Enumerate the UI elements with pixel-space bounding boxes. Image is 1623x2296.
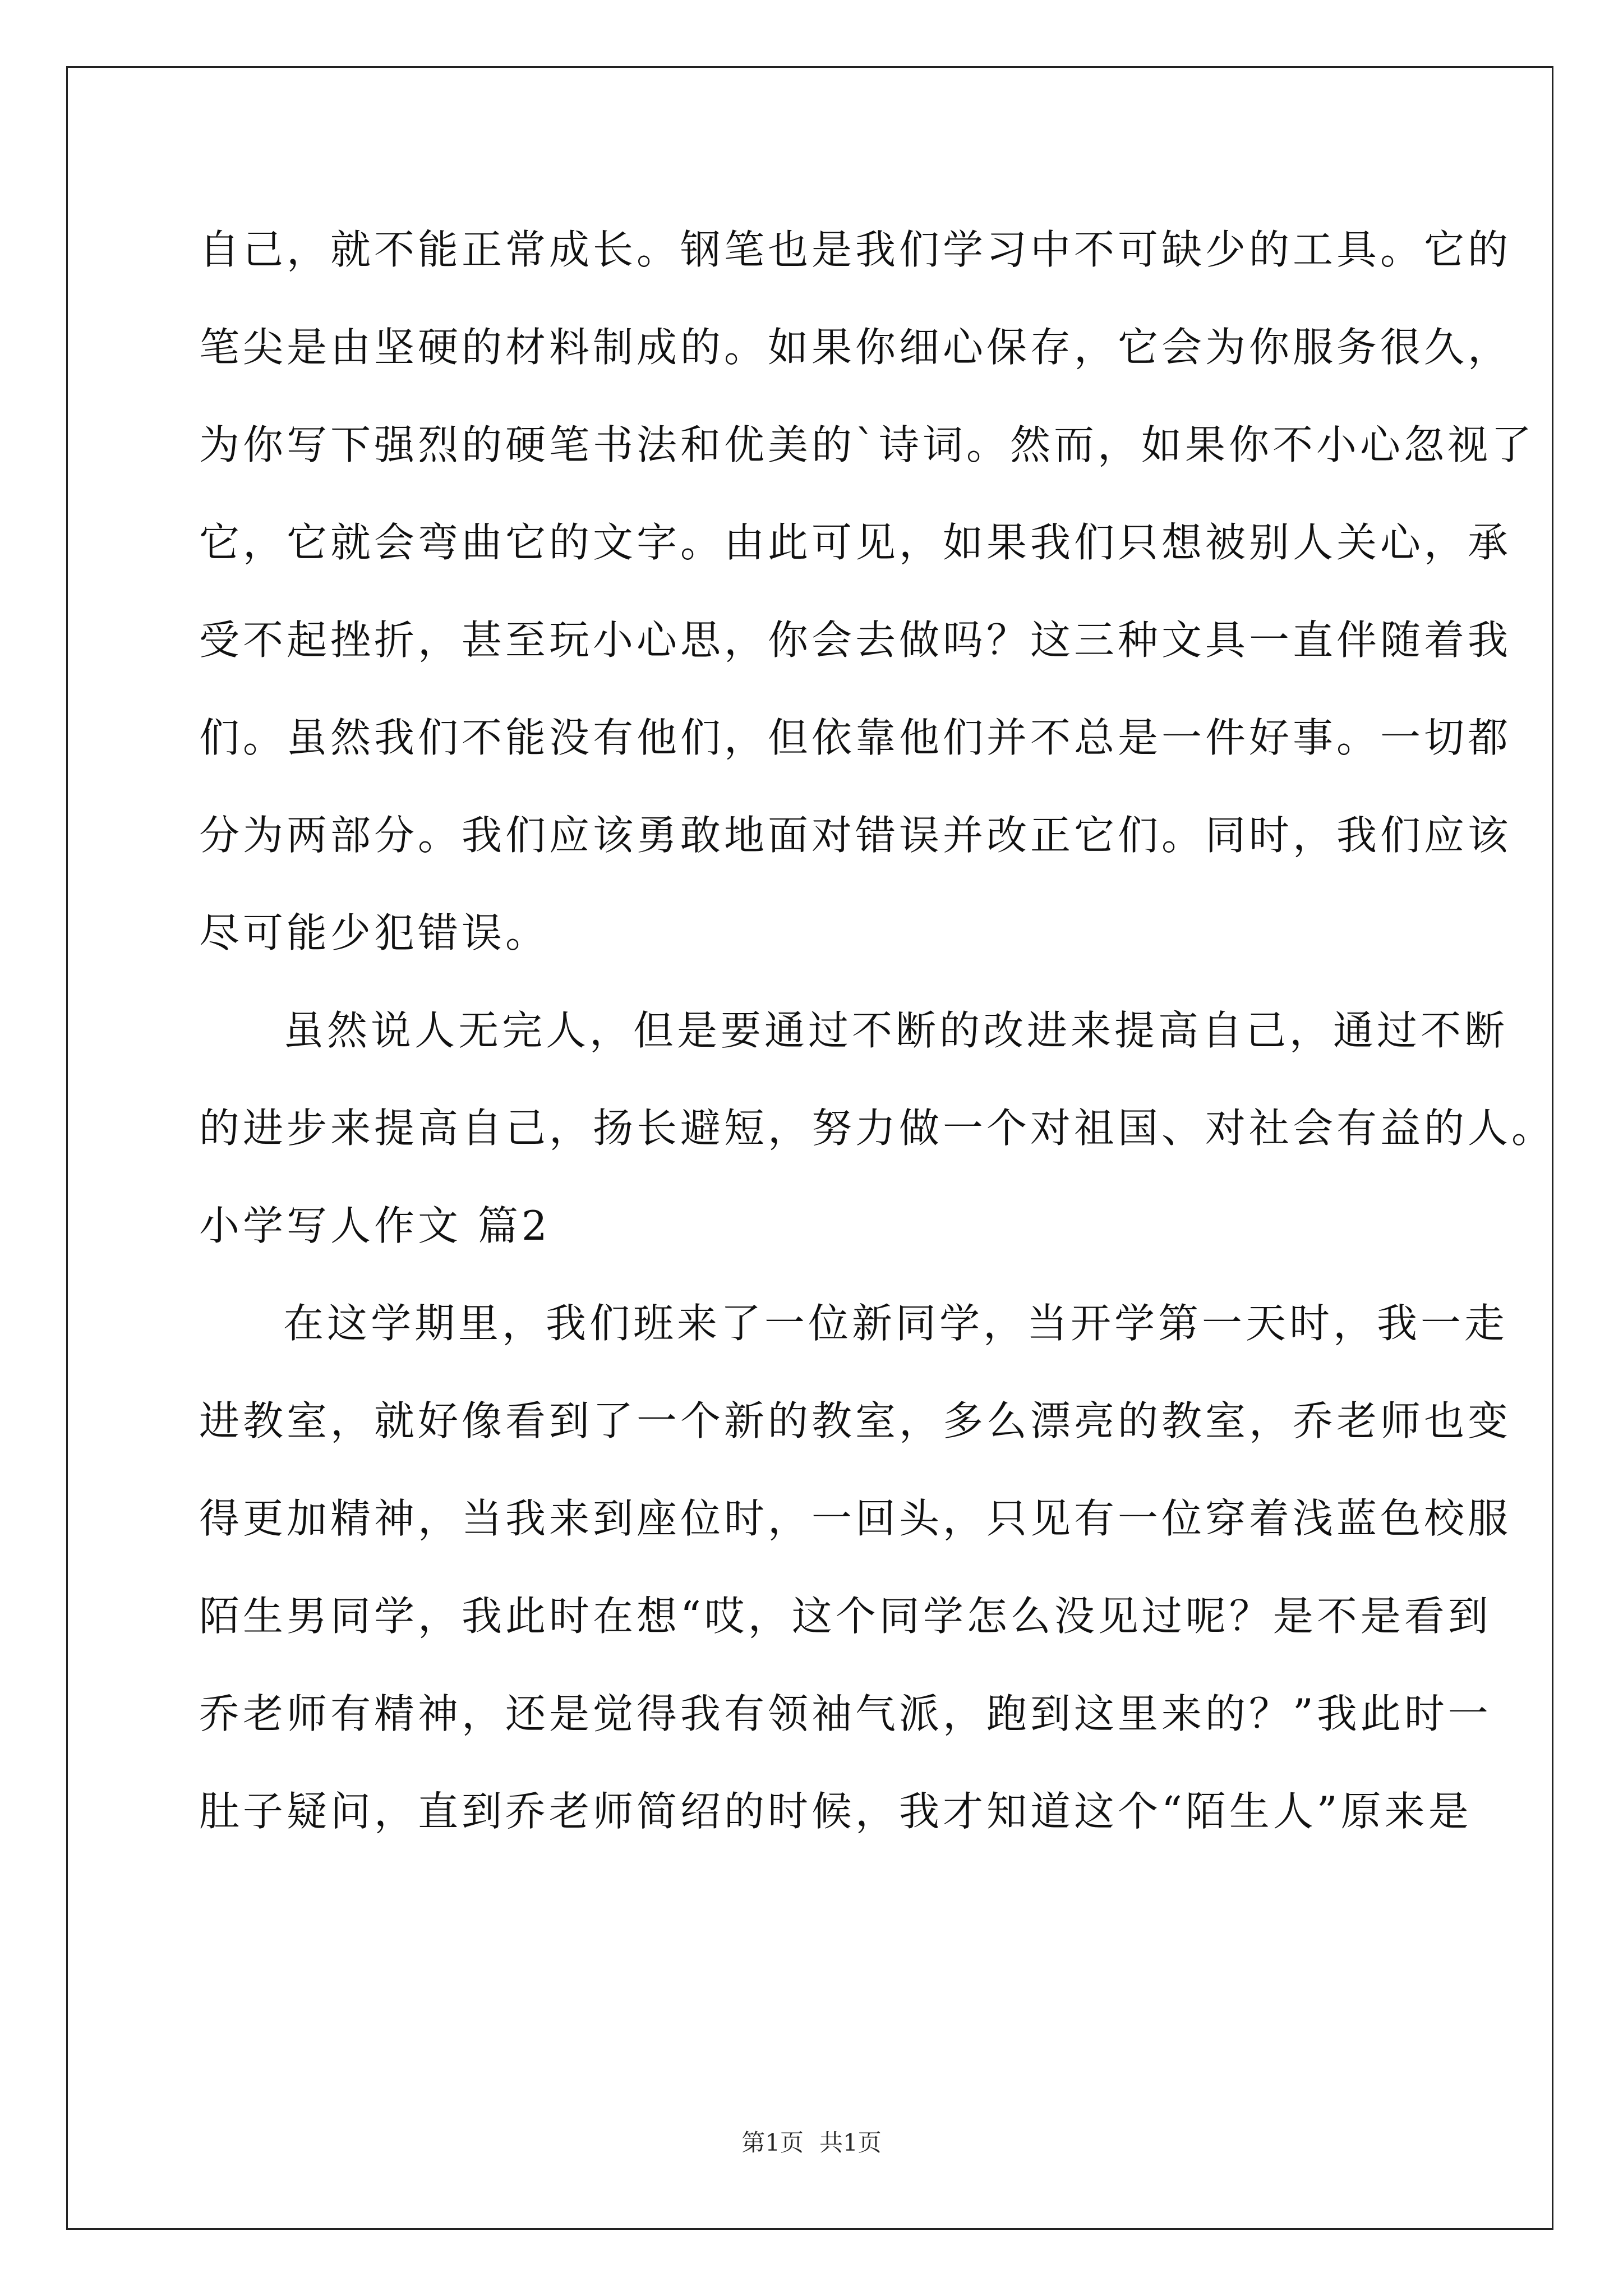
section-heading: 小学写人作文 篇2 (199, 1202, 551, 1249)
page-current: 第1页 (741, 2129, 804, 2156)
text-line: 肚子疑问，直到乔老师简绍的时候，我才知道这个“陌生人”原来是 (199, 1788, 1472, 1835)
text-line: 乔老师有精神，还是觉得我有领袖气派，跑到这里来的？”我此时一 (199, 1690, 1492, 1737)
text-line: 陌生男同学，我此时在想“哎，这个同学怎么没见过呢？是不是看到 (199, 1593, 1492, 1640)
text-line: 分为两部分。我们应该勇敢地面对错误并改正它们。同时，我们应该 (199, 812, 1512, 859)
text-line: 在这学期里，我们班来了一位新同学，当开学第一天时，我一走 (283, 1300, 1509, 1347)
text-line: 为你写下强烈的硬笔书法和优美的`诗词。然而，如果你不小心忽视了 (199, 421, 1536, 468)
text-line: 虽然说人无完人，但是要通过不断的改进来提高自己，通过不断 (283, 1007, 1509, 1054)
text-line: 自己，就不能正常成长。钢笔也是我们学习中不可缺少的工具。它的 (199, 226, 1512, 273)
text-line: 们。虽然我们不能没有他们，但依靠他们并不总是一件好事。一切都 (199, 714, 1512, 761)
text-line: 的进步来提高自己，扬长避短，努力做一个对祖国、对社会有益的人。 (199, 1105, 1556, 1152)
text-line: 尽可能少犯错误。 (199, 909, 550, 956)
text-line: 得更加精神，当我来到座位时，一回头，只见有一位穿着浅蓝色校服 (199, 1495, 1512, 1542)
text-line: 进教室，就好像看到了一个新的教室，多么漂亮的教室，乔老师也变 (199, 1397, 1512, 1444)
page-footer (0, 2126, 1623, 2160)
text-line: 它，它就会弯曲它的文字。由此可见，如果我们只想被别人关心，承 (199, 519, 1512, 566)
text-line: 受不起挫折，甚至玩小心思，你会去做吗？这三种文具一直伴随着我 (199, 616, 1512, 664)
text-line: 笔尖是由坚硬的材料制成的。如果你细心保存，它会为你服务很久， (199, 324, 1512, 371)
page-total: 共1页 (819, 2129, 882, 2156)
